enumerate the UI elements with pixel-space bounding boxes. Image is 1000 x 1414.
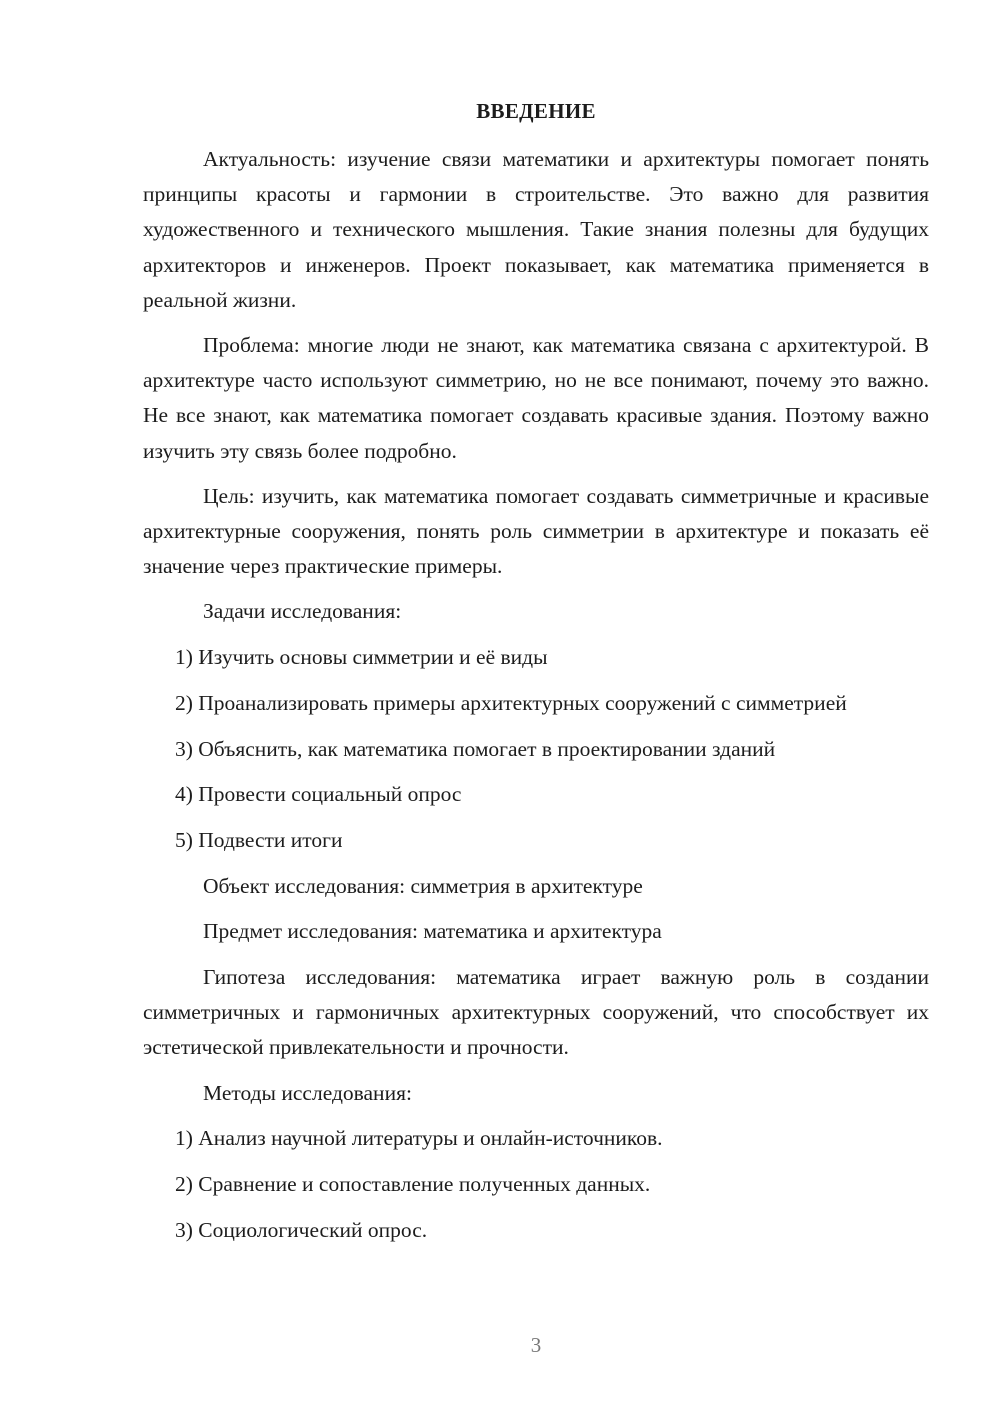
section-title: ВВЕДЕНИЕ — [476, 99, 596, 123]
method-item-2: 2) Сравнение и сопоставление полученных данных. — [175, 1172, 651, 1197]
research-object: Объект исследования: симметрия в архитектуре — [203, 873, 643, 898]
methods-heading: Методы исследования: — [203, 1080, 412, 1105]
document-page — [143, 90, 929, 1258]
task-item-1: 1) Изучить основы симметрии и её виды — [175, 645, 548, 670]
page-number: 3 — [530, 1333, 542, 1357]
tasks-heading: Задачи исследования: — [203, 599, 402, 624]
research-subject: Предмет исследования: математика и архитектура — [203, 919, 662, 944]
task-item-2: 2) Проанализировать примеры архитектурных сооружений с симметрией — [175, 690, 847, 715]
task-item-4: 4) Провести социальный опрос — [175, 782, 462, 807]
method-item-1: 1) Анализ научной литературы и онлайн-источников. — [175, 1126, 663, 1151]
task-item-5: 5) Подвести итоги — [175, 827, 343, 852]
problem-paragraph: Проблема: многие люди не знают, как математика связана с архитектурой. В архитектуре часто используют симметрию, но не все понимают, почему это важно. Не все знают, как математика помогает создавать красивые здания. Поэтому важно изучить эту связь более подробно. — [143, 333, 929, 463]
goal-paragraph: Цель: изучить, как математика помогает создавать симметричные и красивые архитектурные сооружения, понять роль симметрии в архитектуре и показать её значение через практические примеры. — [143, 483, 929, 579]
method-item-3: 3) Социологический опрос. — [175, 1217, 428, 1242]
task-item-3: 3) Объяснить, как математика помогает в проектировании зданий — [175, 736, 776, 761]
relevance-paragraph: Актуальность: изучение связи математики и архитектуры помогает понять принципы красоты и гармонии в строительстве. Это важно для развития художественного и технического мышления. Такие знания полезны для будущих архитекторов и инженеров. Проект показывает, как математика применяется в реальной жизни. — [143, 147, 929, 312]
hypothesis-paragraph: Гипотеза исследования: математика играет важную роль в создании симметричных и гармоничных архитектурных сооружений, что способствует их эстетической привлекательности и прочности. — [143, 965, 929, 1060]
